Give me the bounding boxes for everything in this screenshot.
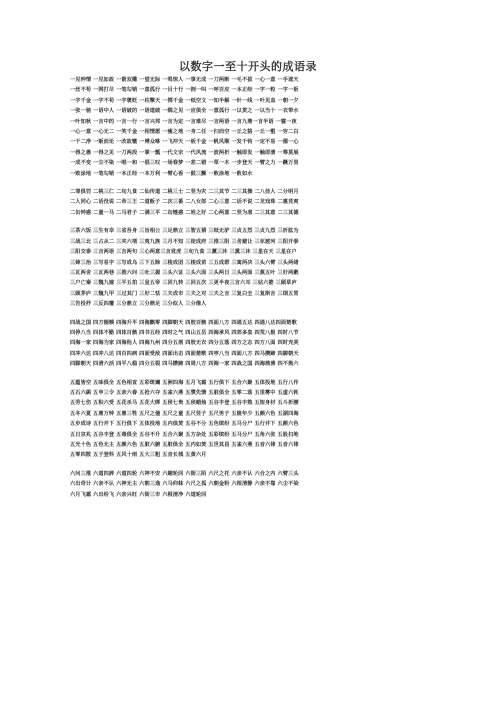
idiom-line: 五冬六夏 五鼎万钟 五鼎三牲 五尺之僮 五尺之童 五尺竖子 五尺男子 五陵年少 五颜六色 五湖四海 [70,410,299,417]
idiom-line: 四冲六达 四冲八达 四百四病 四面受敌 四面出击 四面楚歌 四亭八当 四面八方 四马攒蹄 四脚朝天 [70,350,299,357]
idiom-section-2 [70,187,450,218]
section-gap [70,310,450,318]
section-gap [70,370,450,378]
section-gap [70,179,450,187]
idiom-line: 五零四散 五子登科 五风十雨 五大三粗 五音长城 五黄六月 [70,452,207,459]
idiom-line: 二人同心 二话没说 二帝三王 二道贩子 二次三番 二八女郎 二心三意 二话不说 二龙戏珠 二惠竞爽 [70,199,299,206]
idiom-line: 四战之国 四方辐辏 四海升平 四海飘零 四脚朝天 四肢百骸 四面八方 四通五达 四通八达四面楚歌 [70,319,297,326]
idiom-line: 六月飞霜 六出纷飞 六亲兴旺 六街三市 六根清净 六道轮回 [70,491,207,498]
idiom-line: 一字千金 一字不苟 一字褒贬 一柱擎天 一掷千金 一纸空文 一知半解 一针一线 一叶见血 一朝一夕 [70,97,299,104]
idiom-sections [70,75,450,500]
idiom-section-6 [70,469,450,500]
idiom-line: 五日京兆 五谷丰登 五毒俱全 五谷不升 五合六聚 五方杂处 五彩缤纷 五马分尸 五角六张 五股扫地 [70,431,299,438]
section-gap [70,461,450,469]
idiom-line: 三婶三治 三写易字 三写成乌 三下五除 三梭成团 三梭成苗 三五成群 三寓两决 三头六臂 三头两绪 [70,259,299,266]
idiom-line: 三告投杼 三反四覆 三分鼎立 三分鼎足 三分似人 三分像人 [70,301,207,308]
idiom-section-4 [70,318,450,370]
section-gap [70,218,450,226]
idiom-section-3 [70,226,450,309]
idiom-line: 四脚朝天 四清六活 四平八稳 四分五裂 四马攒蹄 四周八方 四海一家 四战之国 四海鼎沸 四不拗六 [70,361,299,368]
idiom-line: 一心一意 一心无二 一笑千金 一相情愿 一瘦之地 一身二任 一扫而空 一丘之貉 一丘一壑 一穷二白 [70,129,299,136]
page-title: 以数字一至十开头的成语录 [179,60,317,73]
idiom-line: 三战三北 三占从二 三夹六堵 三夷九族 三月不知 三徙成府 三推三阻 三舍避让 三豕渡河 三阳开泰 [70,238,299,245]
idiom-line: 二罪俱罚 二桃三仁 二旬九食 二仙传道 二桃三士 二竖为灾 二三其节 二三其操 二八佳人 二分明月 [70,189,299,196]
idiom-line: 四停八当 四体不勤 四体百骸 四书五经 四时之气 四山五岳 四海承风 四郊多垒 四荒八极 四时八节 [70,329,299,336]
idiom-line: 三瓦两舍 三瓦两巷 三推六问 三吐三握 三头六证 三头六面 三头两日 三头两面 三蕉五叶 三好两歉 [70,269,299,276]
idiom-section-1 [70,75,450,179]
idiom-line: 一丝不苟 一网打尽 一笔勾销 一意孤行 一目十行 一拥一叫 一呼百应 一本正经 一字一粒 一字一板 [70,87,299,94]
idiom-line: 四海一家 四海为家 四海他人 四海九州 四分五剖 四肢无衣 四分五落 四方之志 四方八面 四时充美 [70,340,299,347]
idiom-line: 三阳交泰 三言两语 三言两句 三心两意三言讹虎 三旬九食 三薰三沐 三熏三沐 三星在天 三星在户 [70,249,297,256]
idiom-line: 一叶知秋 一言中的 一言一行 一言兴邦 一言为定 一言难尽 一言两语 一言九鼎一言半语 一霎一夜 [70,118,297,125]
idiom-line: 三顾茅庐 三魏九甲 三过其门 三好二怯 三夫成市 三夫之对 三夫之言 三复白圭 三复斯言 三纲五常 [70,290,299,297]
idiom-line: 五步成诗 五行并下 五行俱下 五体投地 五内俱焚 五谷不分 五色缤纷 五马分尸 五行并下 五颜六色 [70,421,299,428]
idiom-line: 六出奇计 六亲不认 六神无主 六朝三逸 六马仰秣 六尺之孤 六朝金粉 六根清静 六亲不靠 六尘不染 [70,481,299,488]
idiom-line: 五蕴皆空 五味俱全 五色相宣 五彩斑斓 五洲四海 五月飞霜 五行俱下 五合六聚 五体投地 五行八作 [70,379,299,386]
idiom-line: 一干二净 一贩而论 一改故辙 一傅众咻 一飞冲天 一板千金 一帆风顺 一发千钧 一定不易 一德一心 [70,139,299,146]
idiom-line: 三茶六饭 三生有幸 三省吾身 三旨相公 三足鼎立 三智五猜 三纸无驴 三贞五烈 三贞九烈 三折肱为 [70,228,299,235]
idiom-line: 一张一驰 一语中人 一语破的 一语道破 一隅之见 一应俱全 一意孤行 一以贯之 一以当十 一衣带水 [70,108,299,115]
idiom-line: 五劳七伤 五积六受 五花杀马 五花大绑 五侯七贵 五侯蜡烛 五谷丰登 五谷丰熟 五短身材 五斗折腰 [70,400,299,407]
idiom-line: 一得之愚 一得之见 一刀两段 一掌一瓢 一代文宗 一代风流 一波两折 一触即发 一触即溃 一筹莫展 [70,149,299,156]
idiom-line: 一成不变 一尘不染 一唱一和 一倡三叹 一场春梦 一差二错 一草一木 一步登天 一臂之力 一蹶万里 [70,160,299,167]
idiom-line: 五石六鹢 五申三令 五亲六眷 五抢六夺 五雀六燕 五漿先馈 五脏俱全 五零二落 五里雾中 五虚六耗 [70,389,299,396]
idiom-section-5 [70,378,450,461]
idiom-line: 二缶钟惑 二童一马 二马君子 二满三平 二缶锺惑 二姓之好 二心两意 二竖为虐 二三其意 二三其德 [70,209,299,216]
idiom-line: 三户亡秦 三魏九嫁 三平五拍 三皇五帝 三回九转 三回五次 三更半夜三言六耳 三姑六婆 三顾草庐 [70,280,297,287]
idiom-line: 五光十色 五色无主 五颜六色 五脏六腑 五脏俱全 五内如焚 五世其昌 五雀六燕 五音六律 五音六律 [70,442,299,448]
idiom-line: 一败涂地 一笔勾销 一本正经 一本万利 一臂心香 一鼓三颤 一败涂地 一败如水 [70,170,253,177]
idiom-line: 一见钟情 一见如故 一箭双雕 一望无际 一鸣惊人 一事无成 一刀两断 一毛不拔 一心一意 一手遮天 [70,77,299,83]
idiom-line: 六问三推 六道四辞 六道四轮 六神不安 六趣轮回 六街三陌 六尺之托 六亲不认 六合之内 六臂三头 [70,470,299,477]
